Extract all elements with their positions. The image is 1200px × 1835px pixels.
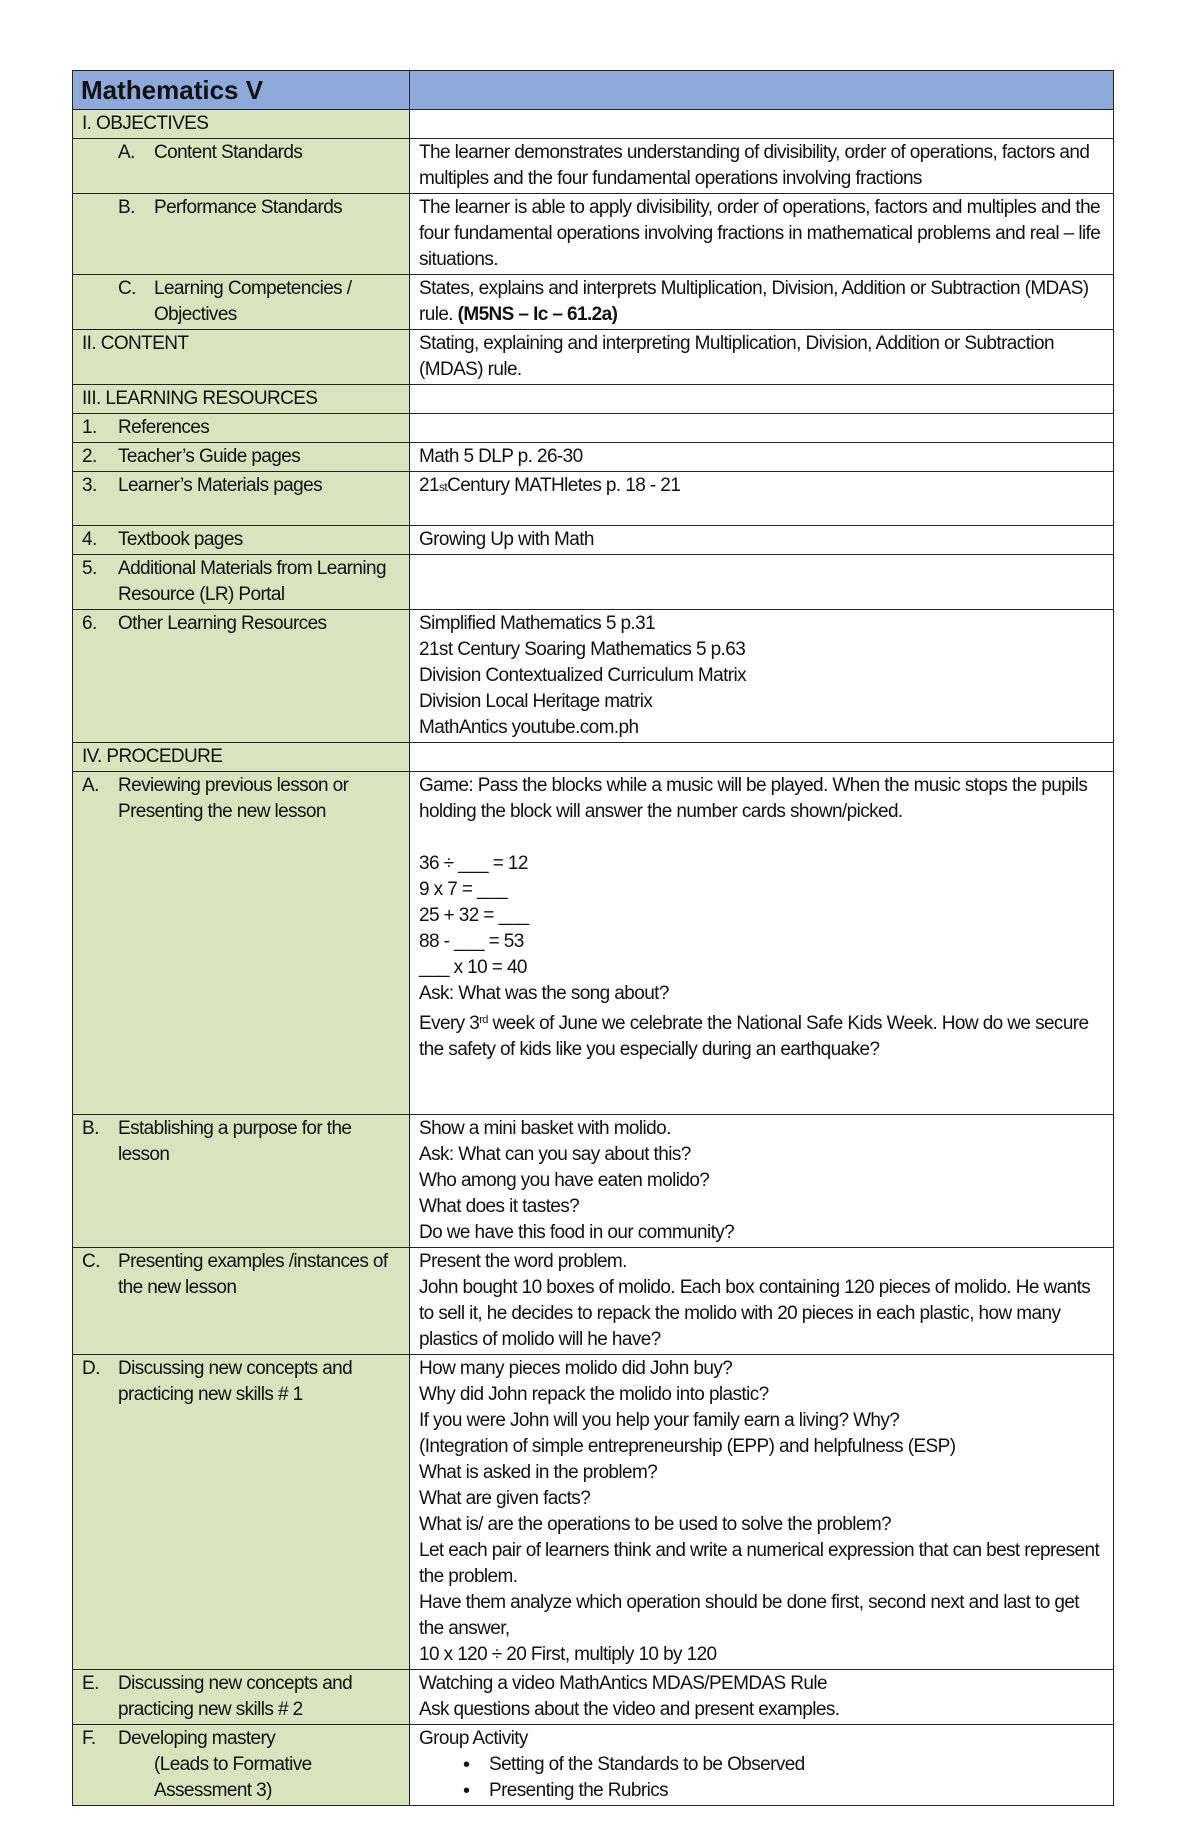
- equation: 88 - ___ = 53: [419, 931, 524, 952]
- performance-standards-value: The learner is able to apply divisibility, order of operations, factors and multiples and the four fundamental operations involving fractions in mathematical problems and real – life situations.: [410, 194, 1114, 275]
- procedure-d-row: [73, 1355, 1114, 1670]
- purpose-line: What does it tastes?: [419, 1196, 580, 1217]
- discussion-line: Have them analyze which operation should be done first, second next and last to get the answer,: [419, 1592, 1079, 1639]
- activity-bullets: [419, 1752, 1105, 1804]
- resource-line: MathAntics youtube.com.ph: [419, 717, 639, 738]
- additional-materials-value: [410, 555, 1114, 610]
- equation: 25 + 32 = ___: [419, 905, 529, 926]
- resource-line: Simplified Mathematics 5 p.31: [419, 613, 656, 634]
- textbook-value: Growing Up with Math: [410, 526, 1114, 555]
- letter: D.: [82, 1358, 100, 1379]
- ask-question: Ask: What was the song about?: [419, 983, 669, 1004]
- lm-value-pre: 21: [419, 475, 439, 496]
- teachers-guide-label: Teacher’s Guide pages: [118, 446, 301, 467]
- discussion-line: What is asked in the problem?: [419, 1462, 658, 1483]
- num: 5.: [82, 558, 97, 579]
- teachers-guide-value: Math 5 DLP p. 26-30: [410, 443, 1114, 472]
- additional-materials-label: Additional Materials from Learning: [118, 558, 386, 579]
- procedure-d-label: Discussing new concepts and: [118, 1358, 353, 1379]
- procedure-c-label: Presenting examples /instances of: [118, 1251, 388, 1272]
- references-label: References: [118, 417, 210, 438]
- discussion-line: (Integration of simple entrepreneurship (EPP) and helpfulness (ESP): [419, 1436, 956, 1457]
- textbook-row: [73, 526, 1114, 555]
- letter: A.: [82, 775, 99, 796]
- teachers-guide-row: [73, 443, 1114, 472]
- discussion-line: If you were John will you help your family earn a living? Why?: [419, 1410, 900, 1431]
- bullet-item: • Setting of the Standards to be Observed: [463, 1752, 1105, 1778]
- procedure-e-row: [73, 1670, 1114, 1725]
- letter: B.: [118, 197, 135, 218]
- purpose-line: Who among you have eaten molido?: [419, 1170, 710, 1191]
- competencies-value: States, explains and interprets Multiplication, Division, Addition or Subtraction (MDAS) rule.: [419, 278, 1089, 325]
- procedure-heading: IV. PROCEDURE: [73, 743, 410, 772]
- procedure-e-label: Discussing new concepts and: [118, 1673, 353, 1694]
- word-problem-intro: Present the word problem.: [419, 1251, 627, 1272]
- competencies-row: [73, 275, 1114, 330]
- letter: C.: [82, 1251, 100, 1272]
- discussion-line: Let each pair of learners think and write a numerical expression that can best represent the problem.: [419, 1540, 1100, 1587]
- content-standards-row: [73, 139, 1114, 194]
- purpose-line: Do we have this food in our community?: [419, 1222, 735, 1243]
- resources-heading-row: [73, 385, 1114, 414]
- content-value: Stating, explaining and interpreting Multiplication, Division, Addition or Subtraction (MDAS) rule.: [410, 330, 1114, 385]
- letter: C.: [118, 278, 136, 299]
- procedure-e-label-2: practicing new skills # 2: [118, 1699, 303, 1720]
- performance-standards-row: [73, 194, 1114, 275]
- num: 3.: [82, 475, 97, 496]
- procedure-b-label: Establishing a purpose for the: [118, 1118, 352, 1139]
- content-row: [73, 330, 1114, 385]
- other-resources-row: [73, 610, 1114, 743]
- objectives-heading: I. OBJECTIVES: [73, 110, 410, 139]
- procedure-a-row: [73, 772, 1114, 1115]
- objectives-heading-row: [73, 110, 1114, 139]
- bullet-item: • Presenting the Rubrics: [463, 1778, 1105, 1804]
- other-resources-label: Other Learning Resources: [118, 613, 327, 634]
- game-intro: Game: Pass the blocks while a music will be played. When the music stops the pupils holding the block will answer the number cards shown/picked.: [419, 775, 1088, 822]
- resource-line: Division Local Heritage matrix: [419, 691, 653, 712]
- num: 1.: [82, 417, 97, 438]
- lm-value-sup: st: [438, 480, 448, 494]
- purpose-line: Show a mini basket with molido.: [419, 1118, 671, 1139]
- letter: F.: [82, 1728, 96, 1749]
- resource-line: Division Contextualized Curriculum Matrix: [419, 665, 747, 686]
- resources-heading: III. LEARNING RESOURCES: [73, 385, 410, 414]
- content-standards-label: Content Standards: [154, 142, 303, 163]
- content-standards-value: The learner demonstrates understanding of divisibility, order of operations, factors and multiples and the four fundamental operations involving fractions: [410, 139, 1114, 194]
- procedure-f-row: [73, 1725, 1114, 1806]
- letter: B.: [82, 1118, 99, 1139]
- num: 4.: [82, 529, 97, 550]
- video-line: Ask questions about the video and present examples.: [419, 1699, 840, 1720]
- discussion-line: Why did John repack the molido into plastic?: [419, 1384, 769, 1405]
- discussion-line: What is/ are the operations to be used to solve the problem?: [419, 1514, 892, 1535]
- doc-title: Mathematics V: [73, 71, 410, 110]
- procedure-a-label-2: Presenting the new lesson: [118, 801, 326, 822]
- procedure-f-label-3: Assessment 3): [154, 1780, 272, 1801]
- num: 6.: [82, 613, 97, 634]
- title-blank: [410, 71, 1114, 110]
- equation: 36 ÷ ___ = 12: [419, 853, 528, 874]
- purpose-line: Ask: What can you say about this?: [419, 1144, 691, 1165]
- discussion-line: 10 x 120 ÷ 20 First, multiply 10 by 120: [419, 1644, 717, 1665]
- resource-line: 21st Century Soaring Mathematics 5 p.63: [419, 639, 746, 660]
- title-row: [73, 71, 1114, 110]
- letter: E.: [82, 1673, 99, 1694]
- equation: 9 x 7 = ___: [419, 879, 507, 900]
- textbook-label: Textbook pages: [118, 529, 243, 550]
- learners-materials-label: Learner’s Materials pages: [118, 475, 322, 496]
- lesson-plan-table: [72, 70, 1114, 1806]
- additional-materials-row: [73, 555, 1114, 610]
- procedure-a-label: Reviewing previous lesson or: [118, 775, 349, 796]
- procedure-f-label-2: (Leads to Formative: [154, 1754, 312, 1775]
- equation: ___ x 10 = 40: [419, 957, 527, 978]
- additional-materials-label-2: Resource (LR) Portal: [118, 584, 285, 605]
- video-line: Watching a video MathAntics MDAS/PEMDAS Rule: [419, 1673, 827, 1694]
- references-value: [410, 414, 1114, 443]
- procedure-c-label-2: the new lesson: [118, 1277, 237, 1298]
- discussion-line: What are given facts?: [419, 1488, 591, 1509]
- content-heading: II. CONTENT: [73, 330, 410, 385]
- references-row: [73, 414, 1114, 443]
- procedure-f-label: Developing mastery: [118, 1728, 276, 1749]
- num: 2.: [82, 446, 97, 467]
- procedure-c-row: [73, 1248, 1114, 1355]
- competency-code: (M5NS – Ic – 61.2a): [457, 304, 618, 325]
- procedure-heading-row: [73, 743, 1114, 772]
- procedure-b-row: [73, 1115, 1114, 1248]
- group-activity: Group Activity: [419, 1728, 528, 1749]
- safe-kids-text: Every 3rd week of June we celebrate the National Safe Kids Week. How do we secure the safety of kids like you especially during an earthquake?: [419, 1013, 1089, 1060]
- performance-standards-label: Performance Standards: [154, 197, 343, 218]
- lm-value-post: Century MATHletes p. 18 - 21: [447, 475, 681, 496]
- letter: A.: [118, 142, 135, 163]
- discussion-line: How many pieces molido did John buy?: [419, 1358, 733, 1379]
- learners-materials-row: [73, 472, 1114, 526]
- procedure-b-label-2: lesson: [118, 1144, 170, 1165]
- competencies-label: Learning Competencies /: [154, 278, 352, 299]
- word-problem: John bought 10 boxes of molido. Each box containing 120 pieces of molido. He wants to sell it, he decides to repack the molido with 20 pieces in each plastic, how many plastics of molido will he have?: [419, 1277, 1091, 1350]
- procedure-d-label-2: practicing new skills # 1: [118, 1384, 303, 1405]
- competencies-label-2: Objectives: [154, 304, 237, 325]
